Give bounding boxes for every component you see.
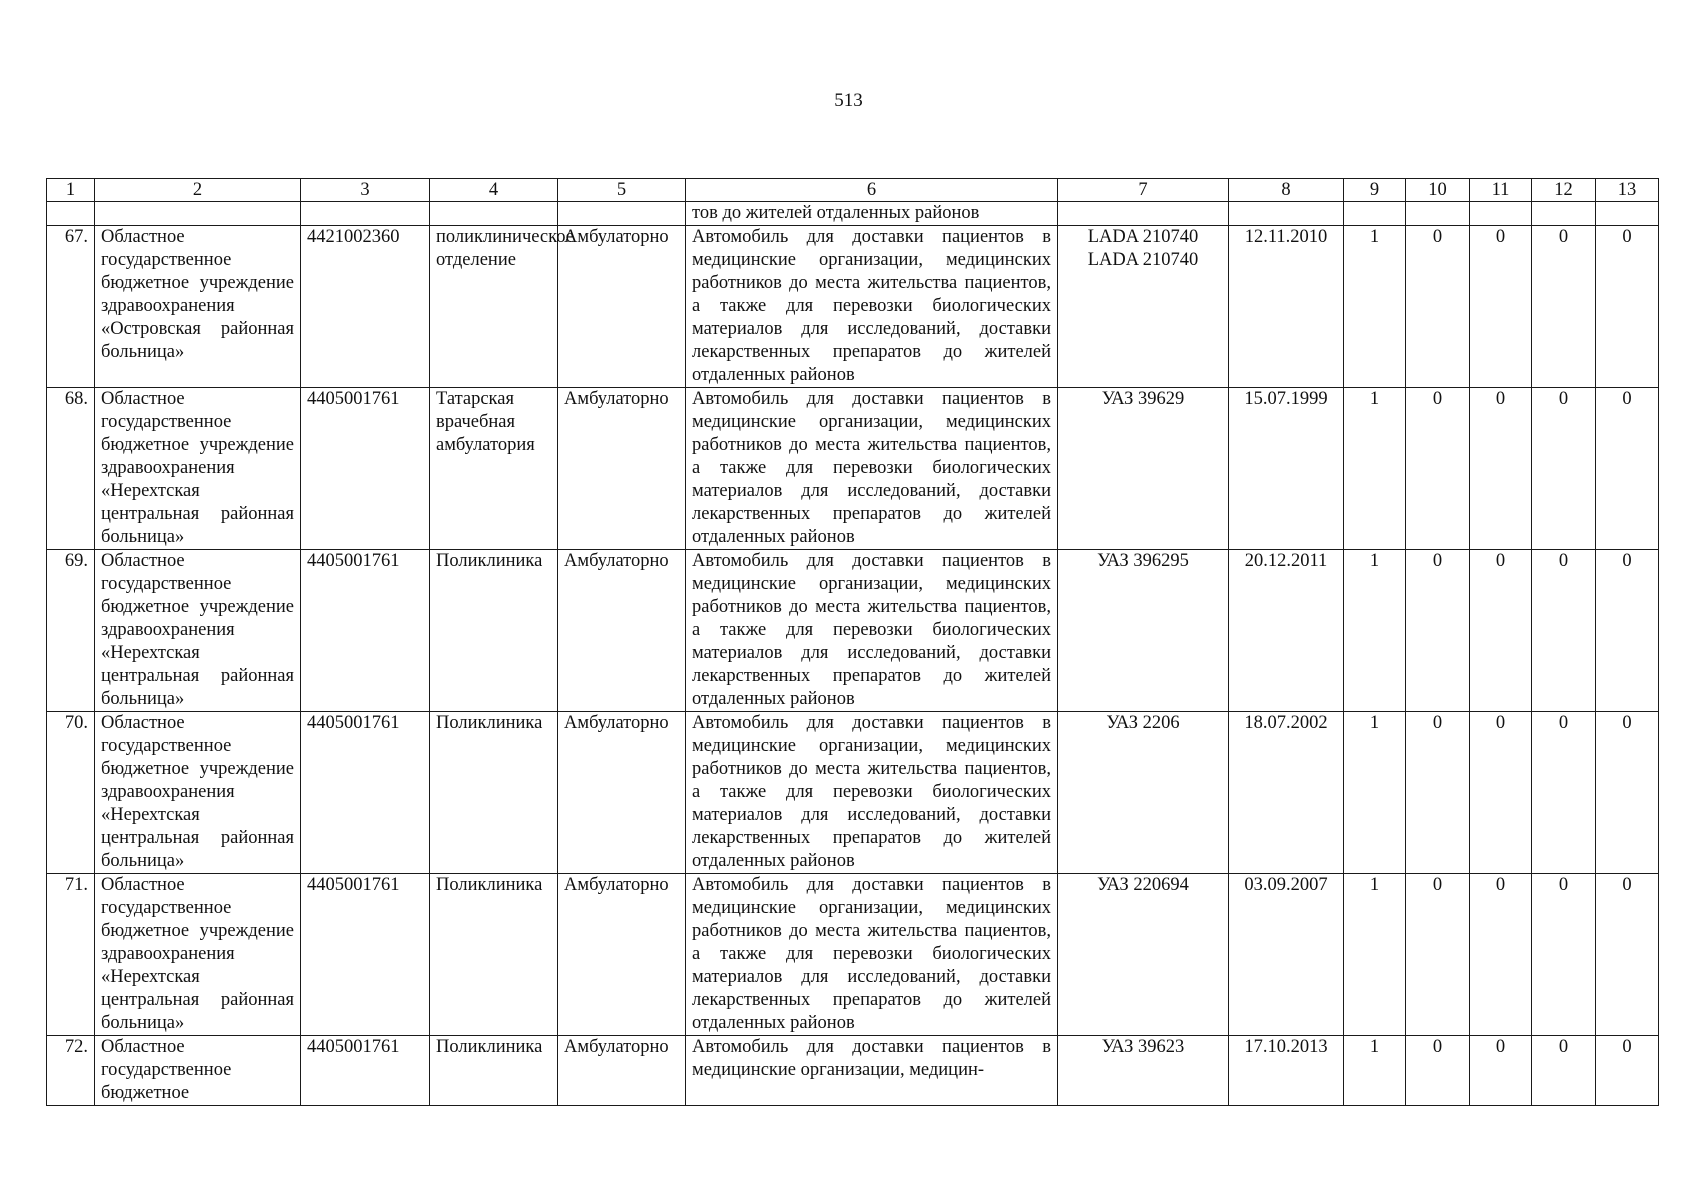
count-col-11: 0: [1470, 226, 1532, 388]
empty-cell: [1596, 202, 1659, 226]
column-header: 12: [1532, 179, 1596, 202]
division-name: поликлиническое отделение: [430, 226, 558, 388]
vehicle-model-line: УАЗ 39629: [1101, 389, 1185, 409]
table-row: [47, 226, 1659, 388]
purpose-continuation: тов до жителей отдаленных районов: [686, 202, 1058, 226]
count-col-11: 0: [1470, 388, 1532, 550]
column-header: 13: [1596, 179, 1659, 202]
care-mode: Амбулаторно: [558, 388, 686, 550]
registration-date: 17.10.2013: [1229, 1036, 1344, 1106]
organization-name: Областное государственное бюджетное учреждение здравоохранения «Нерехтская центральная районная больница»: [95, 388, 301, 550]
row-number: 71.: [47, 874, 95, 1036]
vehicle-model: [1058, 712, 1229, 874]
column-number-row: [47, 179, 1659, 202]
registration-date: 18.07.2002: [1229, 712, 1344, 874]
column-header: 9: [1344, 179, 1406, 202]
vehicle-model: [1058, 226, 1229, 388]
vehicle-purpose: Автомобиль для доставки пациентов в медицинские организации, медицин-: [686, 1036, 1058, 1106]
count-col-12: 0: [1532, 388, 1596, 550]
vehicle-model: [1058, 874, 1229, 1036]
column-header: 11: [1470, 179, 1532, 202]
row-number: 67.: [47, 226, 95, 388]
column-header: 3: [301, 179, 430, 202]
vehicle-model: [1058, 550, 1229, 712]
registration-date: 15.07.1999: [1229, 388, 1344, 550]
table-row: [47, 712, 1659, 874]
count-col-10: 0: [1406, 1036, 1470, 1106]
row-number: 68.: [47, 388, 95, 550]
vehicle-registry-table: [46, 178, 1659, 1106]
count-col-13: 0: [1596, 550, 1659, 712]
organization-name: Областное государственное бюджетное учреждение здравоохранения «Нерехтская центральная районная больница»: [95, 874, 301, 1036]
vehicle-model-line: LADA 210740: [1087, 227, 1199, 247]
vehicle-model-line: УАЗ 220694: [1097, 875, 1189, 895]
column-header: 7: [1058, 179, 1229, 202]
count-col-9: 1: [1344, 226, 1406, 388]
care-mode: Амбулаторно: [558, 1036, 686, 1106]
division-name: Татарская врачебная амбулатория: [430, 388, 558, 550]
count-col-13: 0: [1596, 874, 1659, 1036]
empty-cell: [1470, 202, 1532, 226]
care-mode: Амбулаторно: [558, 550, 686, 712]
empty-cell: [47, 202, 95, 226]
column-header: 6: [686, 179, 1058, 202]
count-col-9: 1: [1344, 712, 1406, 874]
inn-code: 4421002360: [301, 226, 430, 388]
inn-code: 4405001761: [301, 874, 430, 1036]
vehicle-purpose: Автомобиль для доставки пациентов в медицинские организации, медицинских работников до места жительства пациентов, а также для перевозки биологических материалов для исследований, доставки лекарственных препаратов до жителей отдаленных районов: [686, 712, 1058, 874]
vehicle-model: [1058, 388, 1229, 550]
column-header: 5: [558, 179, 686, 202]
vehicle-model-line: УАЗ 396295: [1097, 551, 1189, 571]
count-col-9: 1: [1344, 550, 1406, 712]
vehicle-model-line: УАЗ 2206: [1106, 713, 1180, 733]
count-col-11: 0: [1470, 874, 1532, 1036]
column-header: 4: [430, 179, 558, 202]
vehicle-purpose: Автомобиль для доставки пациентов в медицинские организации, медицинских работников до места жительства пациентов, а также для перевозки биологических материалов для исследований, доставки лекарственных препаратов до жителей отдаленных районов: [686, 874, 1058, 1036]
count-col-10: 0: [1406, 874, 1470, 1036]
organization-name: Областное государственное бюджетное: [95, 1036, 301, 1106]
vehicle-purpose: Автомобиль для доставки пациентов в медицинские организации, медицинских работников до места жительства пациентов, а также для перевозки биологических материалов для исследований, доставки лекарственных препаратов до жителей отдаленных районов: [686, 226, 1058, 388]
registration-date: 20.12.2011: [1229, 550, 1344, 712]
empty-cell: [1532, 202, 1596, 226]
count-col-9: 1: [1344, 874, 1406, 1036]
inn-code: 4405001761: [301, 1036, 430, 1106]
count-col-9: 1: [1344, 388, 1406, 550]
count-col-13: 0: [1596, 226, 1659, 388]
division-name: Поликлиника: [430, 1036, 558, 1106]
table-row: [47, 874, 1659, 1036]
empty-cell: [1229, 202, 1344, 226]
column-header: 8: [1229, 179, 1344, 202]
count-col-12: 0: [1532, 712, 1596, 874]
empty-cell: [95, 202, 301, 226]
table-row: [47, 1036, 1659, 1106]
row-number: 70.: [47, 712, 95, 874]
inn-code: 4405001761: [301, 550, 430, 712]
count-col-11: 0: [1470, 712, 1532, 874]
vehicle-purpose: Автомобиль для доставки пациентов в медицинские организации, медицинских работников до места жительства пациентов, а также для перевозки биологических материалов для исследований, доставки лекарственных препаратов до жителей отдаленных районов: [686, 388, 1058, 550]
vehicle-model: [1058, 1036, 1229, 1106]
inn-code: 4405001761: [301, 388, 430, 550]
row-number: 72.: [47, 1036, 95, 1106]
count-col-13: 0: [1596, 1036, 1659, 1106]
inn-code: 4405001761: [301, 712, 430, 874]
count-col-10: 0: [1406, 388, 1470, 550]
column-header: 2: [95, 179, 301, 202]
count-col-12: 0: [1532, 226, 1596, 388]
count-col-11: 0: [1470, 550, 1532, 712]
column-header: 10: [1406, 179, 1470, 202]
table-row: [47, 550, 1659, 712]
vehicle-purpose: Автомобиль для доставки пациентов в медицинские организации, медицинских работников до места жительства пациентов, а также для перевозки биологических материалов для исследований, доставки лекарственных препаратов до жителей отдаленных районов: [686, 550, 1058, 712]
count-col-11: 0: [1470, 1036, 1532, 1106]
organization-name: Областное государственное бюджетное учреждение здравоохранения «Нерехтская центральная районная больница»: [95, 712, 301, 874]
count-col-10: 0: [1406, 550, 1470, 712]
count-col-9: 1: [1344, 1036, 1406, 1106]
column-header: 1: [47, 179, 95, 202]
table-row: [47, 388, 1659, 550]
division-name: Поликлиника: [430, 712, 558, 874]
empty-cell: [301, 202, 430, 226]
empty-cell: [430, 202, 558, 226]
count-col-12: 0: [1532, 874, 1596, 1036]
count-col-12: 0: [1532, 1036, 1596, 1106]
row-number: 69.: [47, 550, 95, 712]
care-mode: Амбулаторно: [558, 226, 686, 388]
continuation-row: [47, 202, 1659, 226]
organization-name: Областное государственное бюджетное учреждение здравоохранения «Островская районная больница»: [95, 226, 301, 388]
division-name: Поликлиника: [430, 550, 558, 712]
vehicle-model-line: LADA 210740: [1087, 250, 1199, 270]
division-name: Поликлиника: [430, 874, 558, 1036]
organization-name: Областное государственное бюджетное учреждение здравоохранения «Нерехтская центральная районная больница»: [95, 550, 301, 712]
empty-cell: [1344, 202, 1406, 226]
care-mode: Амбулаторно: [558, 712, 686, 874]
empty-cell: [1406, 202, 1470, 226]
empty-cell: [558, 202, 686, 226]
count-col-12: 0: [1532, 550, 1596, 712]
registration-date: 03.09.2007: [1229, 874, 1344, 1036]
count-col-13: 0: [1596, 388, 1659, 550]
count-col-13: 0: [1596, 712, 1659, 874]
count-col-10: 0: [1406, 712, 1470, 874]
count-col-10: 0: [1406, 226, 1470, 388]
empty-cell: [1058, 202, 1229, 226]
vehicle-model-line: УАЗ 39623: [1101, 1037, 1185, 1057]
page-number: 513: [834, 90, 863, 111]
registration-date: 12.11.2010: [1229, 226, 1344, 388]
care-mode: Амбулаторно: [558, 874, 686, 1036]
